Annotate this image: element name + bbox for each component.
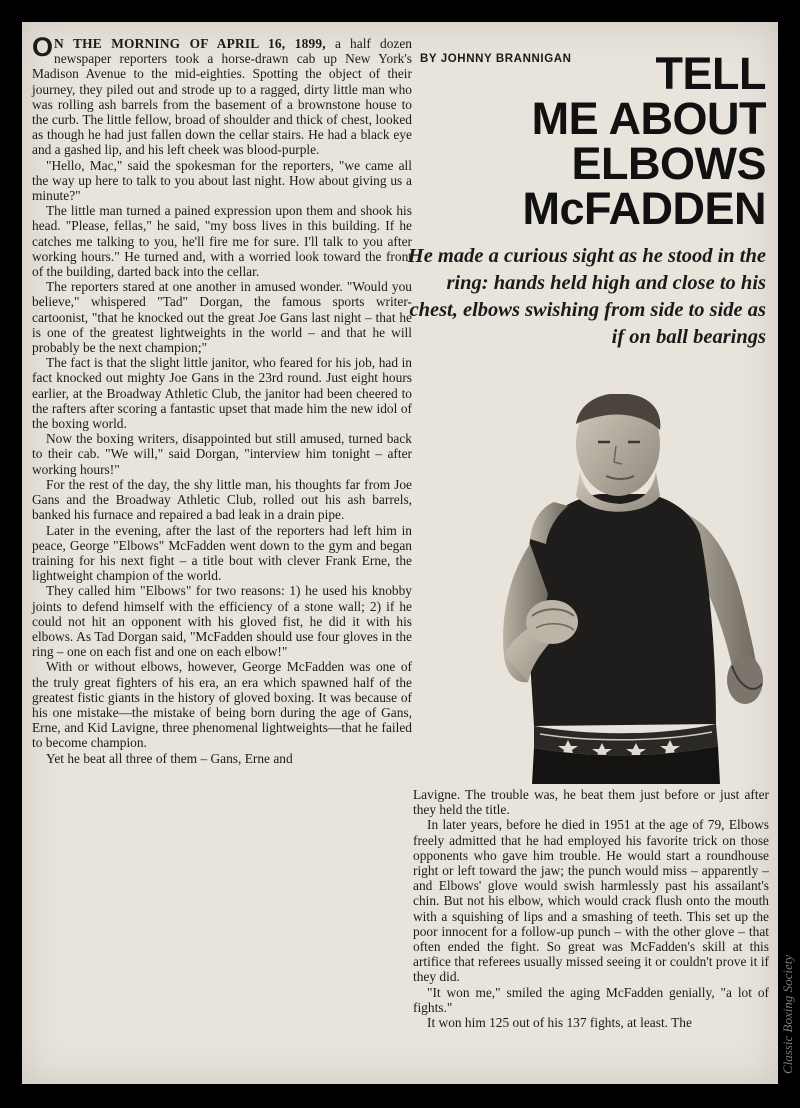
boxer-photo	[470, 394, 770, 784]
body-paragraph: The reporters stared at one another in amused wonder. "Would you believe," whispered "Tad" Dorgan, the famous sports writer-cartoonist, "that he knocked out the great Joe Gans last night – that he is one of the greatest lightweights in the world – and that he will probably be the next champion;"	[32, 279, 412, 356]
article-title	[522, 48, 766, 234]
body-paragraph: The little man turned a pained expression upon them and shook his head. "Please, fellas," he said, "my boss lives in this building. If he catches me talking to you, he'll fire me for sure. I'll talk to you after working hours." He turned and, with a worried look toward the front of the building, darted back into the cellar.	[32, 203, 412, 280]
body-paragraph: For the rest of the day, the shy little man, his thoughts far from Joe Gans and the Broadway Athletic Club, rolled out his ash barrels, banked his furnace and repaired a bad leak in a drain pipe.	[32, 476, 412, 523]
body-paragraph: Now the boxing writers, disappointed but still amused, turned back to their cab. "We will," said Dorgan, "interview him tonight – after working hours!"	[32, 431, 412, 477]
watermark: Classic Boxing Society	[780, 954, 795, 1074]
title-line: TELL	[655, 48, 766, 99]
title-line: McFADDEN	[522, 183, 766, 234]
body-paragraph: With or without elbows, however, George McFadden was one of the truly great fighters of his era, an era which spawned half of the greatest fistic giants in the history of gloved boxing. It was because of his one mistake—the mistake of being born during the age of Gans, Erne, and Kid Lavigne, three phenomenal lightweights—that he failed to become champion.	[32, 659, 412, 751]
title-line: ME ABOUT	[531, 93, 766, 144]
body-paragraph: They called him "Elbows" for two reasons: 1) he used his knobby joints to defend himself with the efficiency of a stone wall; 2) if he could not hit an opponent with his gloved fist, he did it with his elbows. As Tad Dorgan said, "McFadden should use four gloves in the ring – one on each fist and one on each elbow!"	[32, 583, 412, 660]
body-paragraph: "Hello, Mac," said the spokesman for the reporters, "we came all the way up here to talk to you about last night. How about giving us a minute?"	[32, 157, 412, 204]
byline: BY JOHNNY BRANNIGAN	[420, 53, 572, 65]
body-paragraph: It won him 125 out of his 137 fights, at least. The	[427, 1015, 692, 1031]
body-paragraph: Later in the evening, after the last of the reporters had left him in peace, George "Elbows" McFadden went down to the gym and began training for his next fight – a title bout with clever Frank Erne, the lightweight champion of the world.	[32, 522, 412, 584]
article-subtitle: He made a curious sight as he stood in the ring: hands held high and close to his chest, elbows swishing from side to side as if on ball bearings	[407, 245, 766, 348]
drop-cap: O	[32, 32, 54, 62]
body-paragraph: The fact is that the slight little janitor, who feared for his job, had in fact knocked out mighty Joe Gans in the 23rd round. Just eight hours earlier, at the Broadway Athletic Club, the janitor had been cheered to the rafters after scoring a fantastic upset that made him the new idol of the boxing world.	[32, 355, 412, 432]
body-paragraph: In later years, before he died in 1951 at the age of 79, Elbows freely admitted that he had employed his favorite trick on those opponents who gave him trouble. He would start a roundhouse right or left toward the jaw; the punch would miss – apparently – and Elbows' glove would swish harmlessly past his assailant's chin. But not his elbow, which would crack flush onto the mouth with a squishing of lips and a smashing of teeth. This set up the poor innocent for a follow-up punch – with the other glove – that often ended the fight. So great was McFadden's skill at this artifice that referees usually missed seeing it or couldn't prove it if they did.	[413, 817, 769, 985]
lead-paragraph	[32, 32, 412, 158]
lead-smallcaps: N THE MORNING OF APRIL 16, 1899,	[54, 36, 326, 51]
lead-text: a half dozen newspaper reporters took a horse-drawn cab up New York's Madison Avenue to the mid-eighties. Spotting the object of their journey, they piled out and strode up to a ragged, dirty little man who was rolling ash barrels from the basement of a brownstone house to the curb. The little fellow, broad of shoulder and thick of chest, looked as though he had just fallen down the cellar stairs. He had a black eye and a gashed lip, and his left cheek was blood-purple.	[32, 36, 412, 158]
article-right-column	[413, 787, 769, 1030]
body-paragraph: Lavigne. The trouble was, he beat them just before or just after they held the title.	[413, 787, 769, 818]
body-paragraph: Yet he beat all three of them – Gans, Erne and	[46, 750, 293, 766]
magazine-page	[22, 22, 778, 1084]
body-paragraph: "It won me," smiled the aging McFadden genially, "a lot of fights."	[413, 984, 769, 1015]
article-left-column	[32, 32, 412, 766]
title-line: ELBOWS	[571, 138, 766, 189]
